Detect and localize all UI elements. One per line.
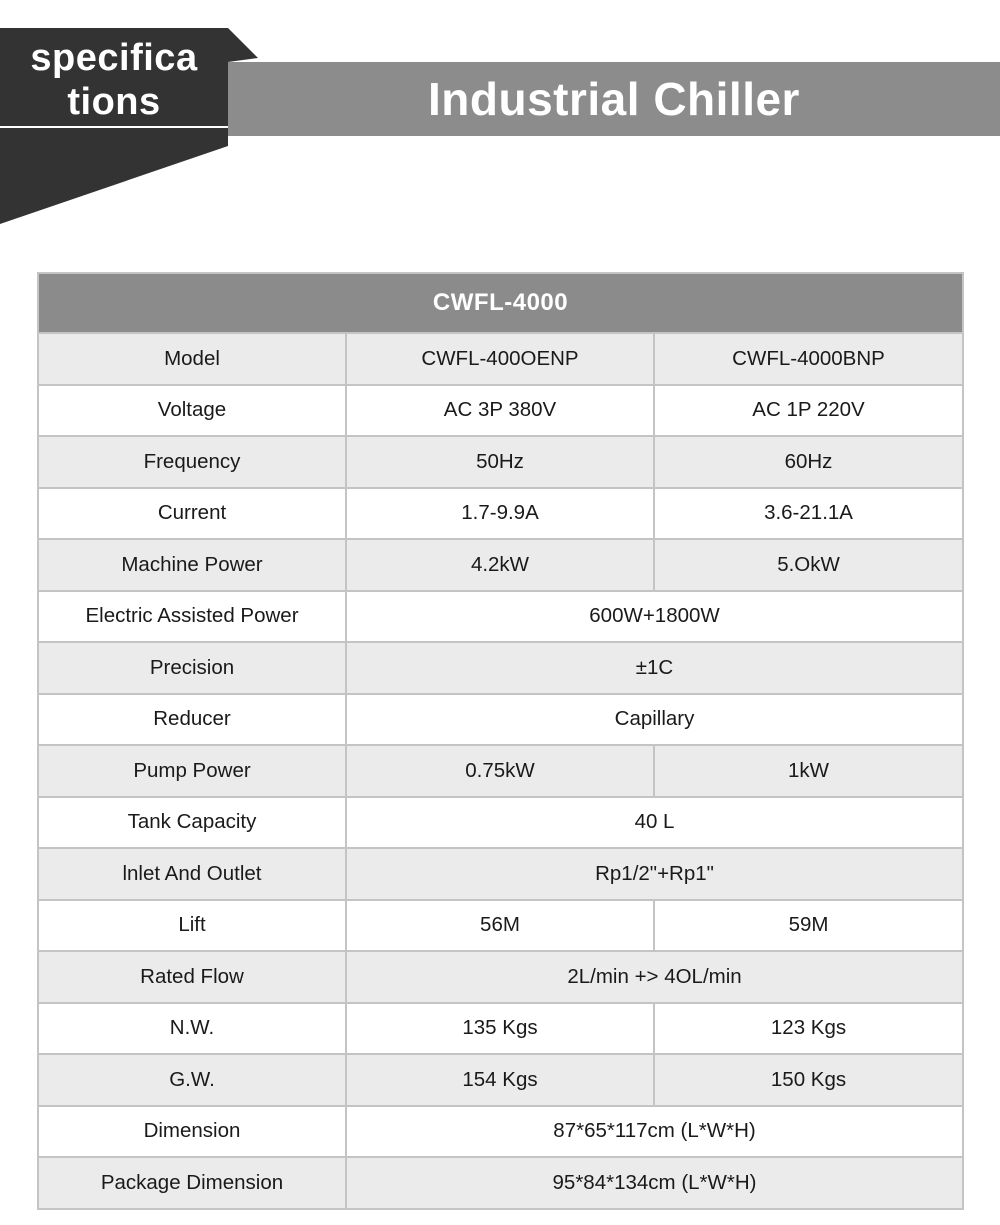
row-label: G.W. bbox=[38, 1054, 346, 1106]
row-value-bnp: CWFL-4000BNP bbox=[654, 333, 963, 385]
row-value-bnp: 150 Kgs bbox=[654, 1054, 963, 1106]
row-label: Frequency bbox=[38, 436, 346, 488]
specifications-badge bbox=[0, 36, 228, 124]
page-title: Industrial Chiller bbox=[428, 73, 800, 125]
row-label: Rated Flow bbox=[38, 951, 346, 1003]
row-label: Machine Power bbox=[38, 539, 346, 591]
badge-line-1: specifica bbox=[30, 37, 198, 79]
table-row bbox=[38, 797, 963, 849]
row-value-bnp: 5.OkW bbox=[654, 539, 963, 591]
table-row bbox=[38, 385, 963, 437]
row-value-shared: ±1C bbox=[346, 642, 963, 694]
row-label: Tank Capacity bbox=[38, 797, 346, 849]
table-row bbox=[38, 848, 963, 900]
table-row bbox=[38, 694, 963, 746]
row-label: Electric Assisted Power bbox=[38, 591, 346, 643]
table-row bbox=[38, 1054, 963, 1106]
row-value-shared: 40 L bbox=[346, 797, 963, 849]
table-row bbox=[38, 436, 963, 488]
row-value-enp: 56M bbox=[346, 900, 654, 952]
row-value-enp: 1.7-9.9A bbox=[346, 488, 654, 540]
row-value-bnp: 3.6-21.1A bbox=[654, 488, 963, 540]
row-value-shared: Rp1/2"+Rp1" bbox=[346, 848, 963, 900]
badge-line-2: tions bbox=[67, 81, 161, 123]
row-value-enp: 4.2kW bbox=[346, 539, 654, 591]
row-value-enp: 0.75kW bbox=[346, 745, 654, 797]
table-row bbox=[38, 1106, 963, 1158]
table-row bbox=[38, 1157, 963, 1209]
row-value-enp: CWFL-400OENP bbox=[346, 333, 654, 385]
row-value-bnp: 59M bbox=[654, 900, 963, 952]
row-label: N.W. bbox=[38, 1003, 346, 1055]
table-row bbox=[38, 745, 963, 797]
row-value-shared: 95*84*134cm (L*W*H) bbox=[346, 1157, 963, 1209]
table-row bbox=[38, 642, 963, 694]
spec-table-body bbox=[38, 333, 963, 1209]
row-value-enp: 135 Kgs bbox=[346, 1003, 654, 1055]
row-value-enp: 50Hz bbox=[346, 436, 654, 488]
table-row bbox=[38, 900, 963, 952]
row-label: Dimension bbox=[38, 1106, 346, 1158]
row-label: Package Dimension bbox=[38, 1157, 346, 1209]
row-value-shared: 87*65*117cm (L*W*H) bbox=[346, 1106, 963, 1158]
row-value-enp: AC 3P 380V bbox=[346, 385, 654, 437]
table-heading: CWFL-4000 bbox=[38, 273, 963, 333]
row-value-bnp: 60Hz bbox=[654, 436, 963, 488]
row-label: Voltage bbox=[38, 385, 346, 437]
row-label: Lift bbox=[38, 900, 346, 952]
row-value-shared: 600W+1800W bbox=[346, 591, 963, 643]
table-heading-row bbox=[38, 273, 963, 333]
row-label: Reducer bbox=[38, 694, 346, 746]
row-value-bnp: 1kW bbox=[654, 745, 963, 797]
row-label: Model bbox=[38, 333, 346, 385]
row-value-shared: 2L/min +> 4OL/min bbox=[346, 951, 963, 1003]
table-row bbox=[38, 539, 963, 591]
row-value-bnp: AC 1P 220V bbox=[654, 385, 963, 437]
row-label: Pump Power bbox=[38, 745, 346, 797]
table-row bbox=[38, 951, 963, 1003]
row-label: lnlet And Outlet bbox=[38, 848, 346, 900]
badge-rule bbox=[0, 126, 228, 128]
table-row bbox=[38, 591, 963, 643]
spec-table bbox=[37, 272, 964, 1210]
page-header bbox=[0, 0, 1000, 240]
row-label: Precision bbox=[38, 642, 346, 694]
row-value-bnp: 123 Kgs bbox=[654, 1003, 963, 1055]
row-value-shared: Capillary bbox=[346, 694, 963, 746]
row-label: Current bbox=[38, 488, 346, 540]
table-row bbox=[38, 1003, 963, 1055]
table-row bbox=[38, 488, 963, 540]
row-value-enp: 154 Kgs bbox=[346, 1054, 654, 1106]
table-row bbox=[38, 333, 963, 385]
